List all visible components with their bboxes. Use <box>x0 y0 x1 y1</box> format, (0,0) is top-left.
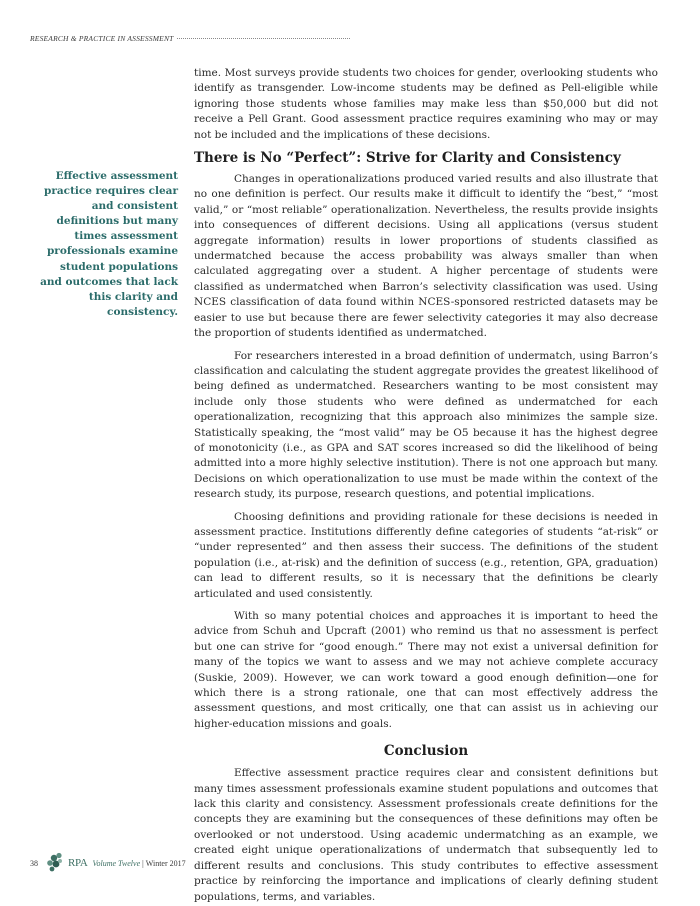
body-paragraph: With so many potential choices and approaches it is important to heed the advice from Schuh and Upcraft (2001) who remind us that no assessment is perfect but one can strive for “good enough.” There may not exist a universal definition for many of the topics we want to assess and we may not achieve complete accuracy (Suskie, 2009). However, we can work toward a good enough definition—one for which there is a strong rationale, one that can most effectively address the assessment questions, and most critically, one that can assist us in achieving our higher-education missions and goals. <box>194 610 658 730</box>
body-paragraph: Choosing definitions and providing rationale for these decisions is needed in assessment practice. Institutions differently define categories of students “at-risk” or “under represented” and then assess their success. The definitions of the student population (i.e., at-risk) and the definition of success (e.g., retention, GPA, graduation) can lead to different results, so it is necessary that the definitions be clearly articulated and used consistently. <box>194 510 658 600</box>
running-head-dotted-rule <box>177 38 350 39</box>
logo-wordmark: RPA <box>68 857 88 869</box>
intro-paragraph: time. Most surveys provide students two choices for gender, overlooking students who identify as transgender. Low-income students may be defined as Pell-eligible while ignoring those students whose families may make less than $50,000 but did not receive a Pell Grant. Good assessment practice requires examining who may or may not be included and the implications of these decisions. <box>194 67 658 141</box>
conclusion-paragraph: Effective assessment practice requires clear and consistent definitions but many times assessment professionals examine student populations and outcomes that lack this clarity and consistency. Assessment professionals create definitions for the concepts they are examining but the consequences of these definitions may often be overlooked or not understood. Using academic undermatching as an example, we created eight unique operationalizations of undermatch that subsequently led to different results and conclusions. This study contributes to effective assessment practice by reinforcing the importance and implications of clearly defining student populations, terms, and variables. <box>194 767 658 903</box>
running-head <box>30 34 350 43</box>
sidebar-pull-quote: Effective assessment practice requires clear and consistent definitions but many times assessment professionals examine student populations and outcomes that lack this clarity and consistency. <box>40 170 178 318</box>
issue-label: Winter 2017 <box>145 858 186 868</box>
body-paragraph: For researchers interested in a broad definition of undermatch, using Barron’s classification and calculating the student aggregate provides the greatest likelihood of being defined as undermatched. Researchers wanting to be most consistent may include only those students who were defined as undermatched for each operationalization, recognizing that this approach also minimizes the sample size. Statistically speaking, the “most valid” may be O5 because it has the highest degree of monotonicity (i.e., as GPA and SAT scores increased so did the likelihood of being admitted into a more highly selective institution). There is not one approach but many. Decisions on which operationalization to use must be made within the context of the research study, its purpose, research questions, and potential implications. <box>194 349 658 501</box>
section-heading-conclusion: Conclusion <box>383 743 469 760</box>
section-heading-clarity: There is No “Perfect”: Strive for Clarity and Consistency <box>194 150 621 167</box>
main-text <box>194 66 658 905</box>
page-number: 38 <box>30 858 38 868</box>
volume-label: Volume Twelve <box>92 858 141 868</box>
rpa-logo <box>46 852 88 874</box>
running-head-title: RESEARCH & PRACTICE IN ASSESSMENT <box>30 34 174 43</box>
body-paragraph: Changes in operationalizations produced varied results and also illustrate that no one definition is perfect. Our results make it difficult to identify the “best,” “most valid,” or “most reliable” operationalization. Nevertheless, the results provide insights into consequences of different decisions. Using all applications (versus student aggregate information) results in lower proportions of students classified as undermatched because the access probability was always smaller than when calculated aggregating over a student. A higher percentage of students were classified as undermatched when Barron’s selectivity classification was used. Using NCES classification of data found within NCES-sponsored restricted datasets may be easier to use but because there are fewer selectivity categories it may also decrease the proportion of students identified as undermatched. <box>194 173 658 340</box>
page-footer <box>30 852 186 874</box>
footer-separator: | <box>142 858 144 868</box>
